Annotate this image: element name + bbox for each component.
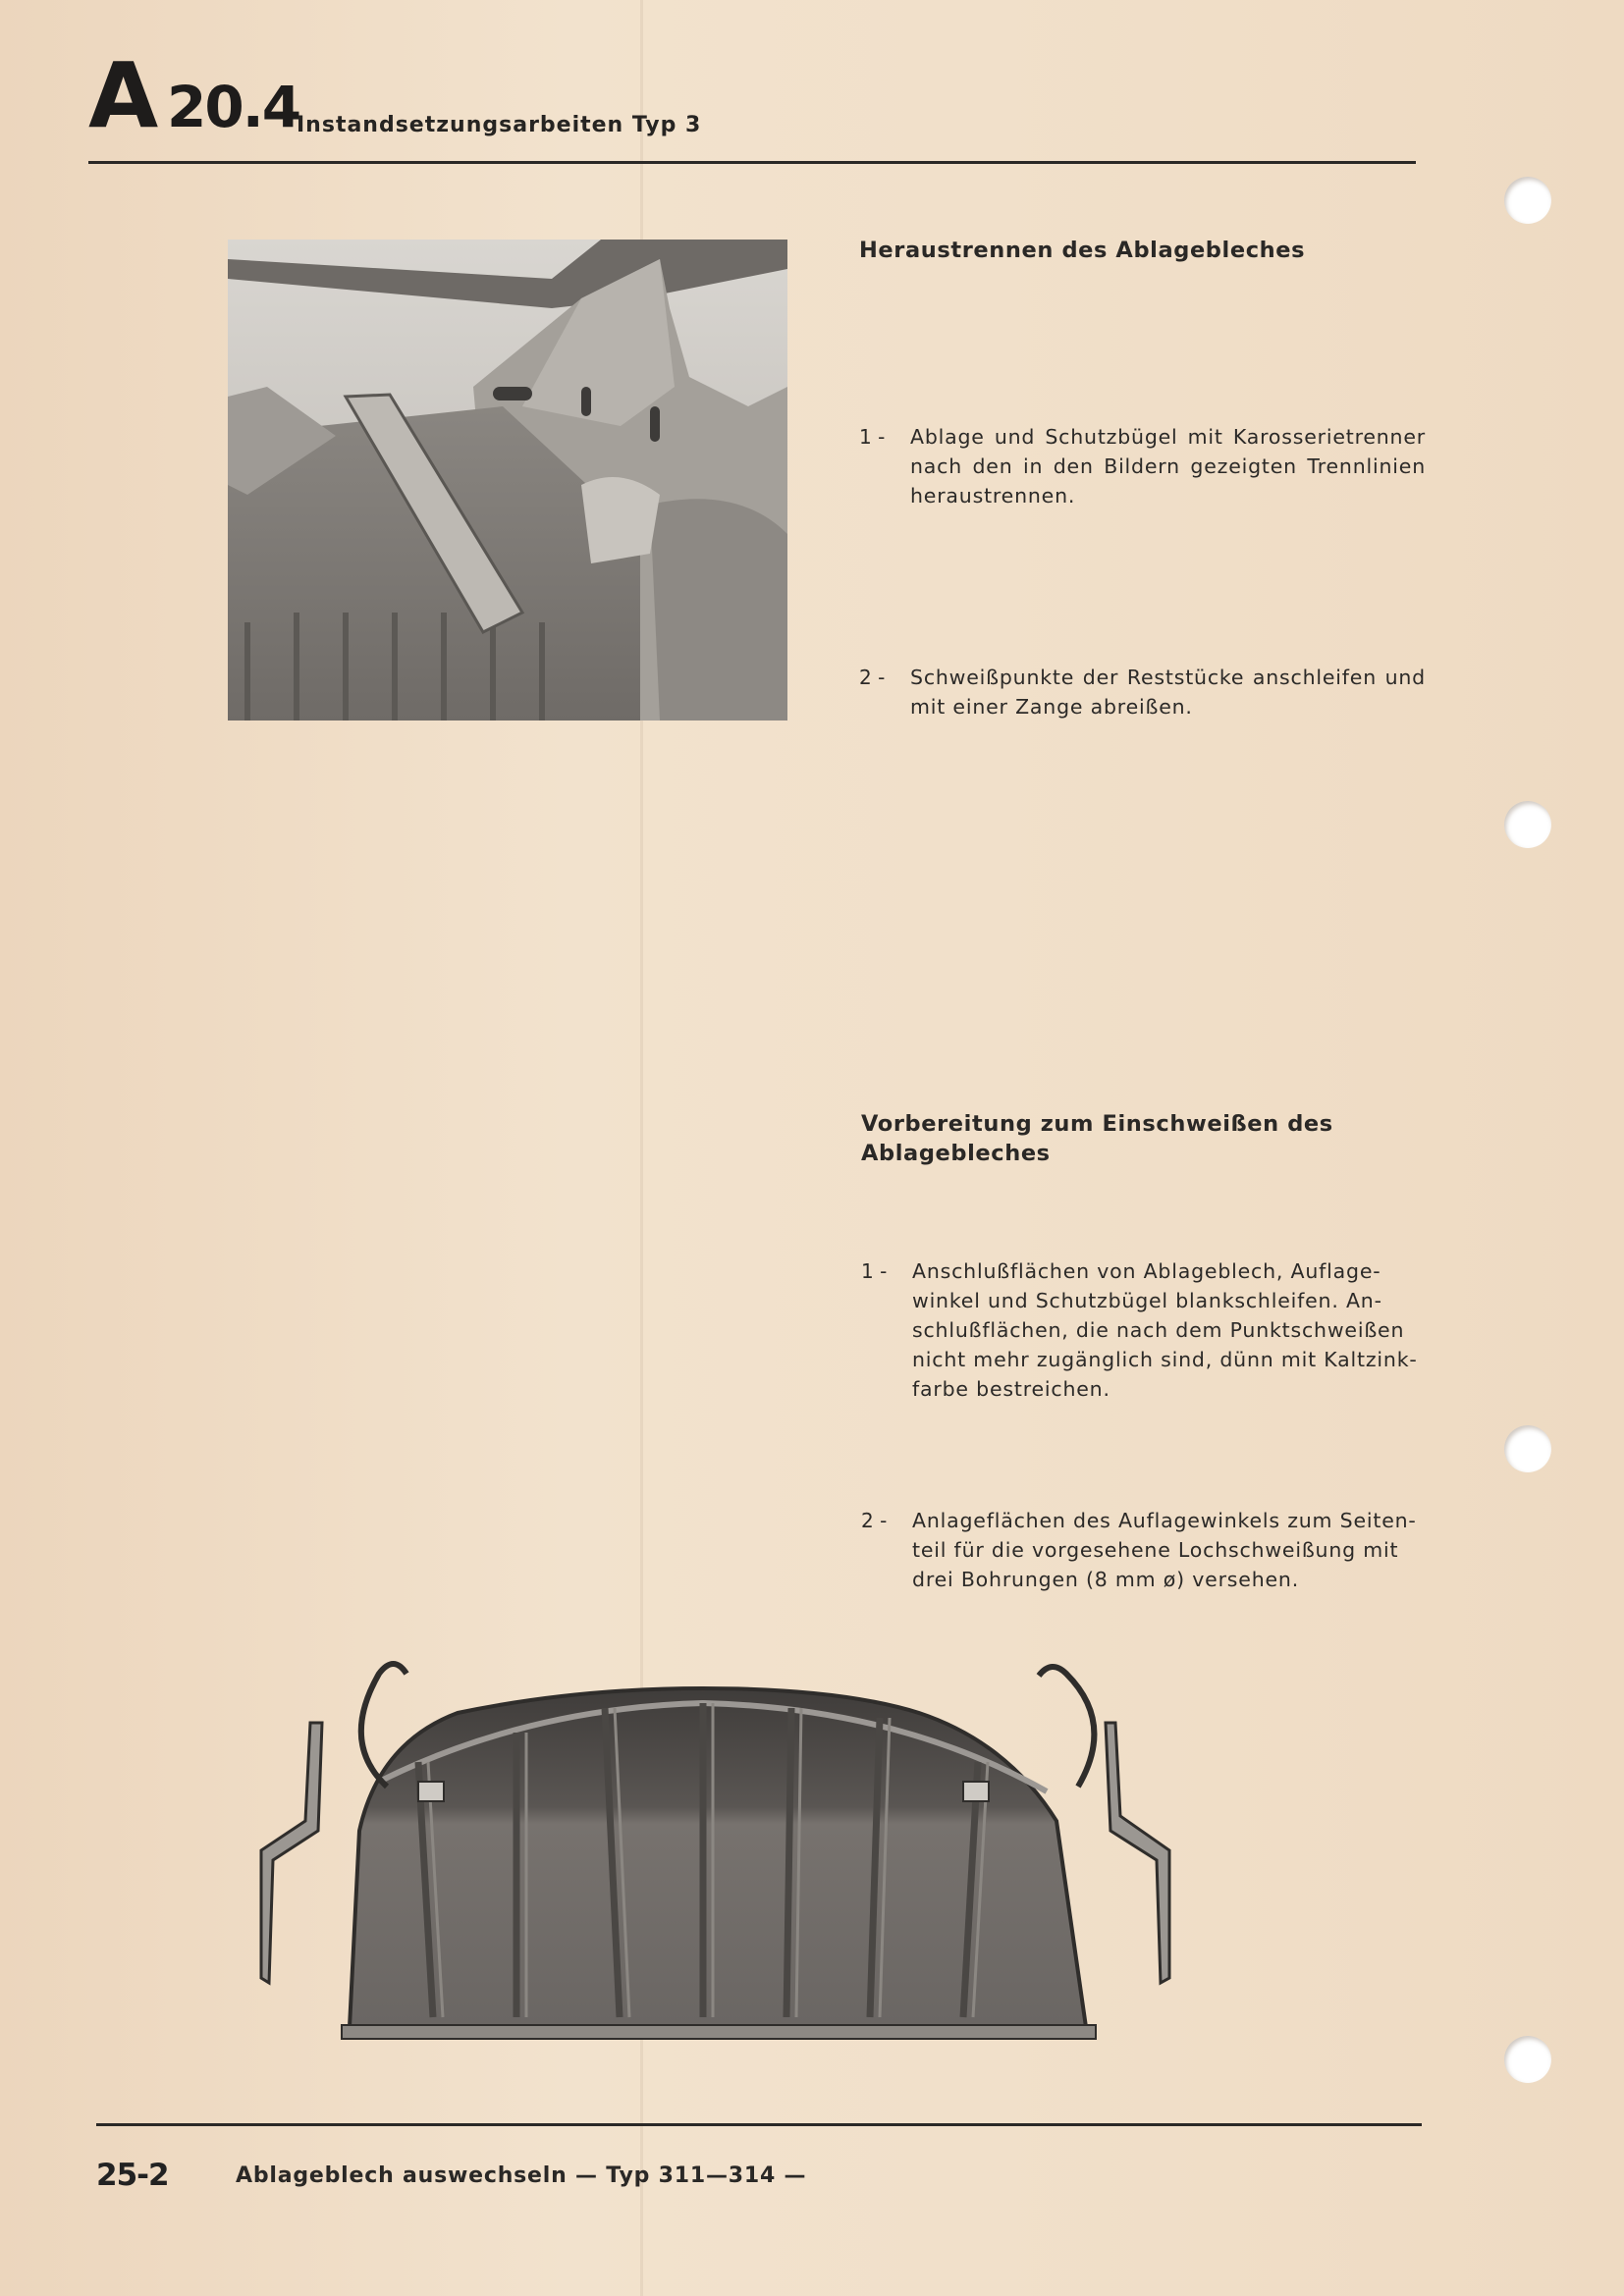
footer-title: Ablageblech auswechseln — Typ 311—314 — [236, 2163, 807, 2188]
punch-hole [1504, 177, 1551, 224]
car-body-photo [228, 240, 787, 721]
step-item [859, 422, 1429, 510]
punch-hole [1504, 2036, 1551, 2083]
punch-hole [1504, 801, 1551, 848]
section-letter: A [88, 43, 155, 148]
step-number: 1 - [861, 1259, 888, 1283]
step-text: Ablage und Schutzbügel mit Karosserietrenner nach den in den Bildern gezeigten Trennlinien heraustrennen. [910, 425, 1426, 507]
header-subtitle: Instandsetzungsarbeiten Typ 3 [297, 113, 702, 137]
step-text: Anschlußflächen von Ablageblech, Auflage- winkel und Schutzbügel blankschleifen. An- schlußflächen, die nach dem Punktschweißen nicht mehr zugänglich sind, dünn mit Kaltzink- farbe bestreichen. [912, 1259, 1418, 1401]
step-number: 2 - [859, 666, 886, 689]
step-text: Anlageflächen des Auflagewinkels zum Seiten- teil für die vorgesehene Lochschweißung mit drei Bohrungen (8 mm ø) versehen. [912, 1509, 1417, 1591]
step-item [861, 1506, 1431, 1594]
section-heading: Vorbereitung zum Einschweißen des Ablagebleches [861, 1111, 1333, 1166]
step-number: 1 - [859, 425, 886, 449]
section-number: 20.4 [167, 74, 300, 140]
step-item [859, 663, 1429, 721]
punch-hole [1504, 1425, 1551, 1472]
footer-rule [96, 2123, 1422, 2126]
step-number: 2 - [861, 1509, 888, 1532]
section-heading: Heraustrennen des Ablagebleches [859, 238, 1306, 263]
step-text: Schweißpunkte der Reststücke anschleifen und mit einer Zange abreißen. [910, 666, 1426, 719]
parcel-shelf-illustration [232, 1654, 1184, 2047]
page-number: 25-2 [96, 2158, 169, 2193]
step-item [861, 1256, 1431, 1404]
header-rule [88, 161, 1416, 164]
